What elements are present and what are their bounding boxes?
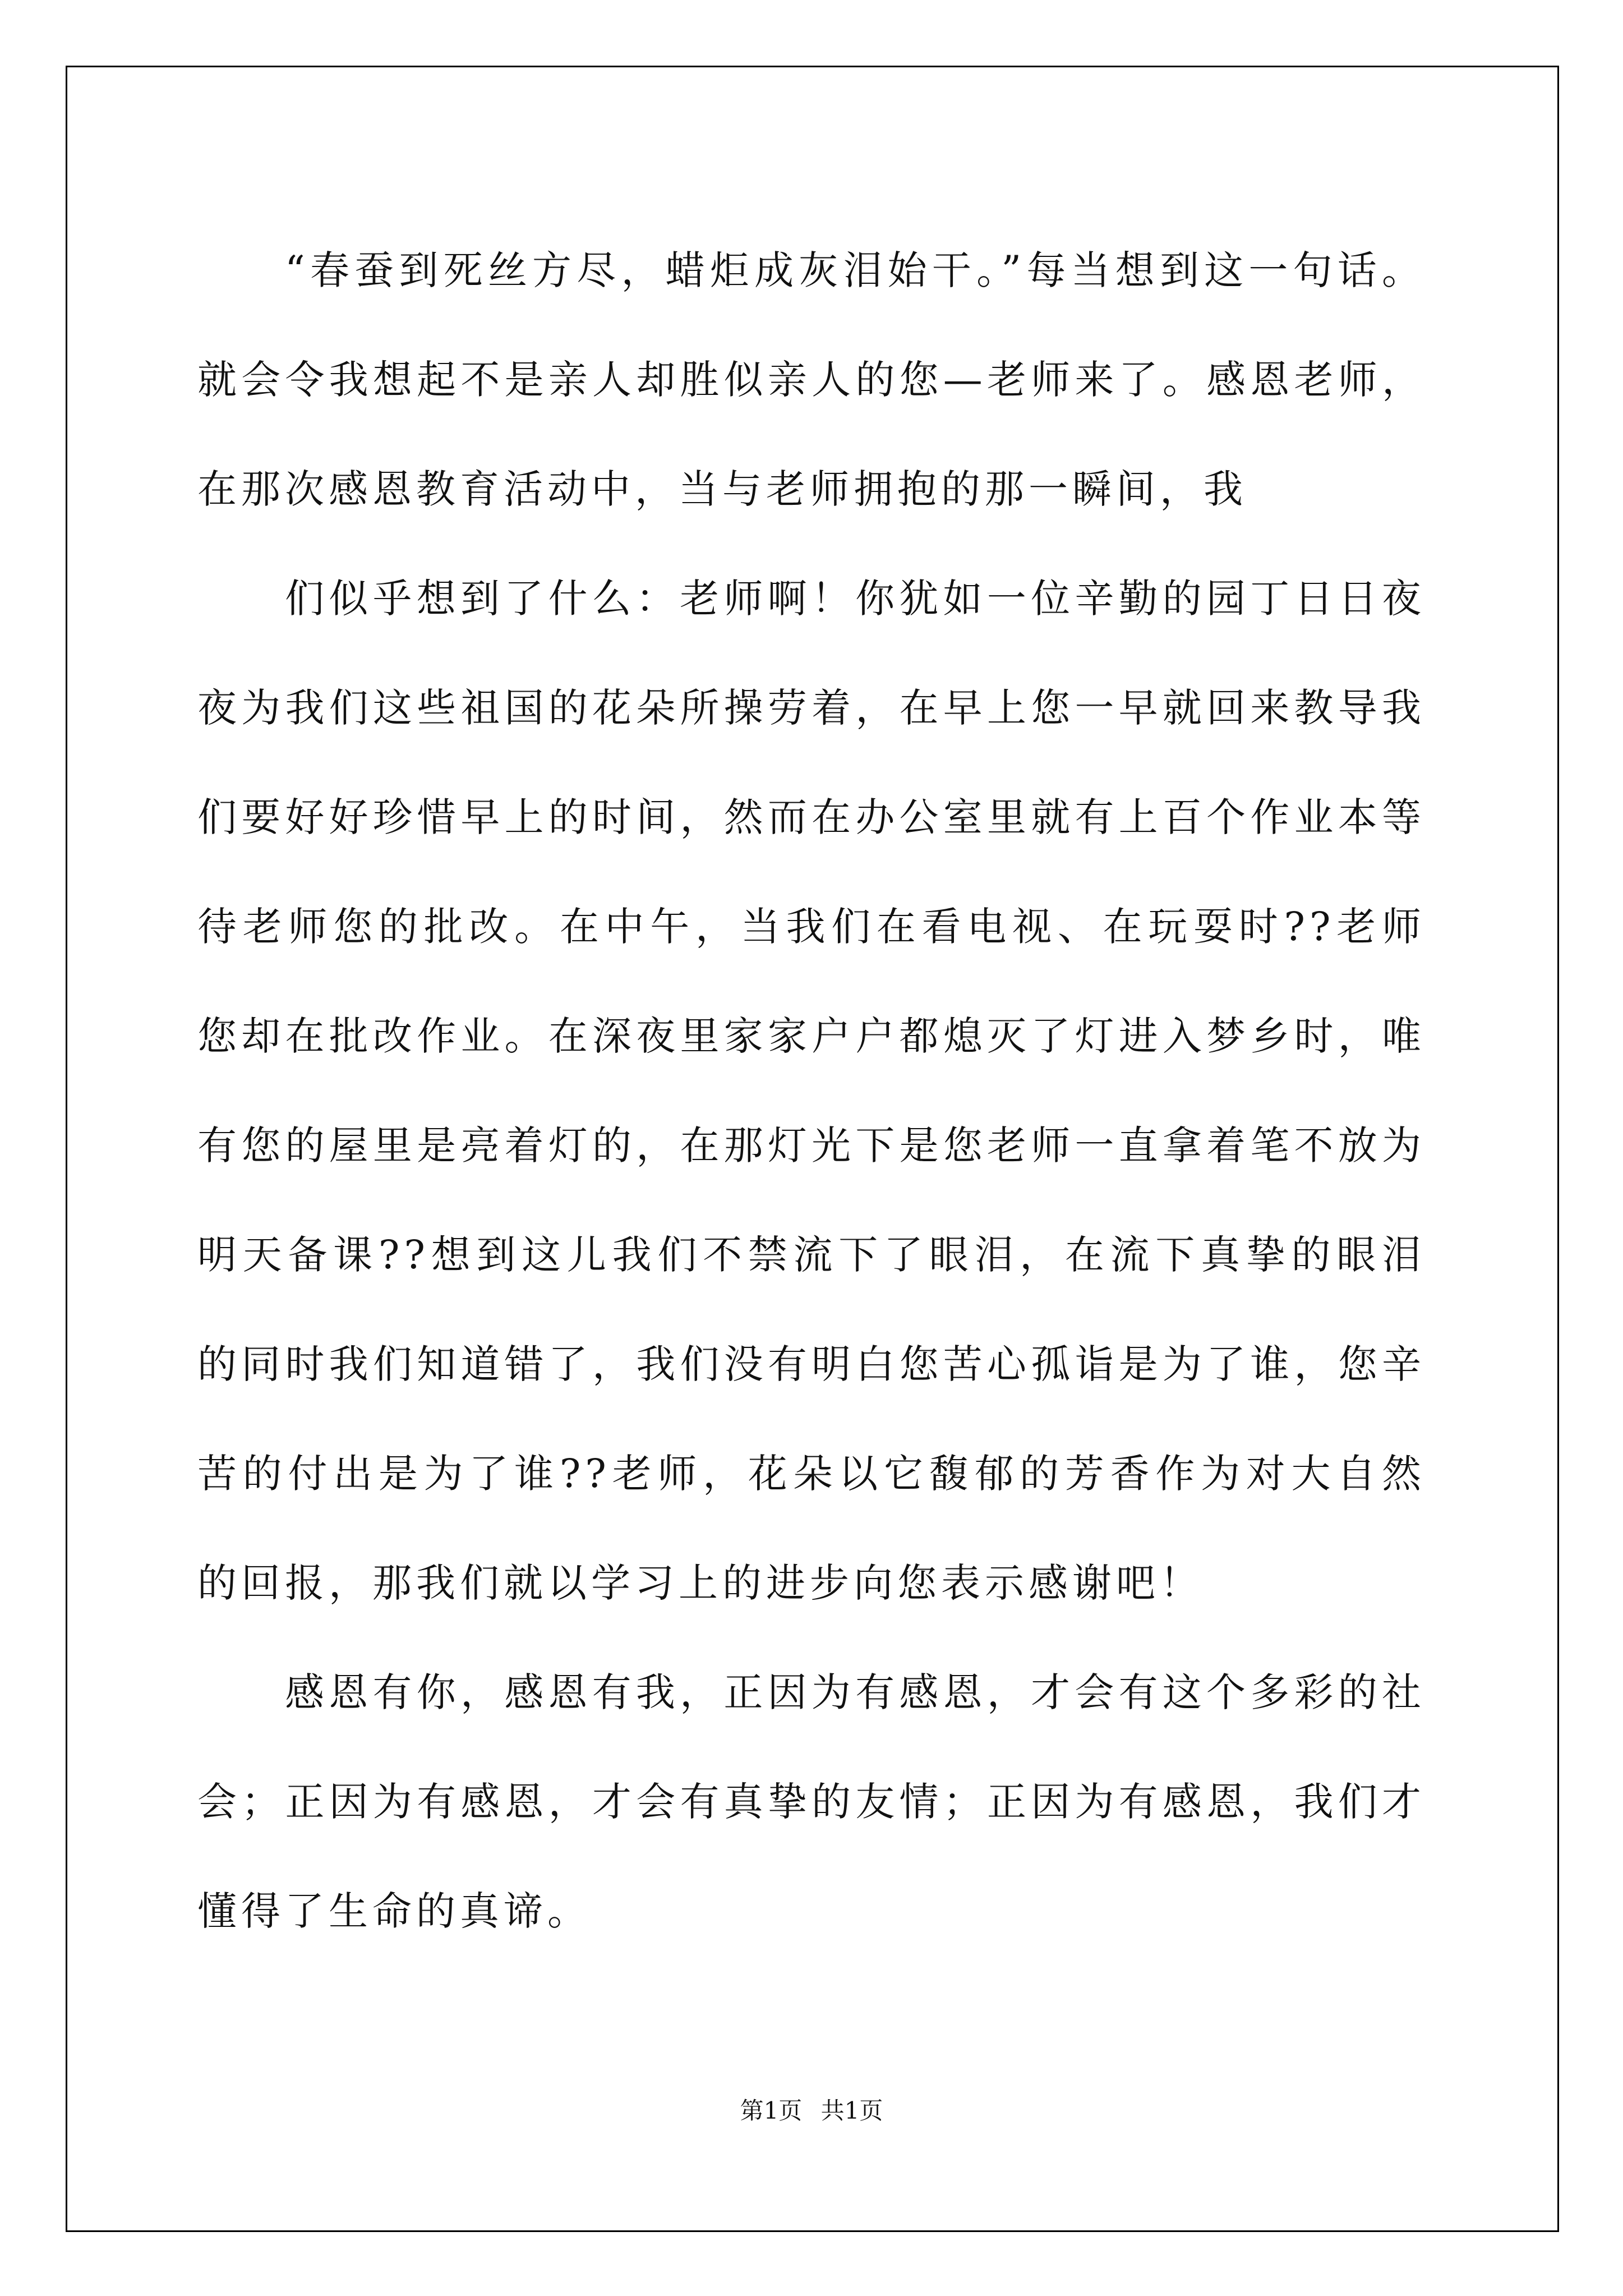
page-footer: [0, 2092, 1623, 2126]
page-total: 共1页: [820, 2097, 883, 2124]
page-number: 第1页: [740, 2097, 803, 2124]
paragraph-1: “春蚕到死丝方尽，蜡炬成灰泪始干。”每当想到这一句话。就会令我想起不是亲人却胜似亲人的您—老师来了。感恩老师，在那次感恩教育活动中，当与老师拥抱的那一瞬间，我: [197, 247, 1426, 512]
paragraph-2: 们似乎想到了什么：老师啊！你犹如一位辛勤的园丁日日夜夜为我们这些祖国的花朵所操劳着，在早上您一早就回来教导我们要好好珍惜早上的时间，然而在办公室里就有上百个作业本等待老师您的批改。在中午，当我们在看电视、在玩耍时??老师您却在批改作业。在深夜里家家户户都熄灭了灯进入梦乡时，唯有您的屋里是亮着灯的，在那灯光下是您老师一直拿着笔不放为明天备课??想到这儿我们不禁流下了眼泪，在流下真挚的眼泪的同时我们知道错了，我们没有明白您苦心孤诣是为了谁，您辛苦的付出是为了谁??老师，花朵以它馥郁的芳香作为对大自然的回报，那我们就以学习上的进步向您表示感谢吧！: [197, 576, 1426, 1606]
document-body: [197, 216, 1426, 1966]
paragraph-3: 感恩有你，感恩有我，正因为有感恩，才会有这个多彩的社会；正因为有感恩，才会有真挚的友情；正因为有感恩，我们才懂得了生命的真谛。: [197, 1669, 1426, 1934]
